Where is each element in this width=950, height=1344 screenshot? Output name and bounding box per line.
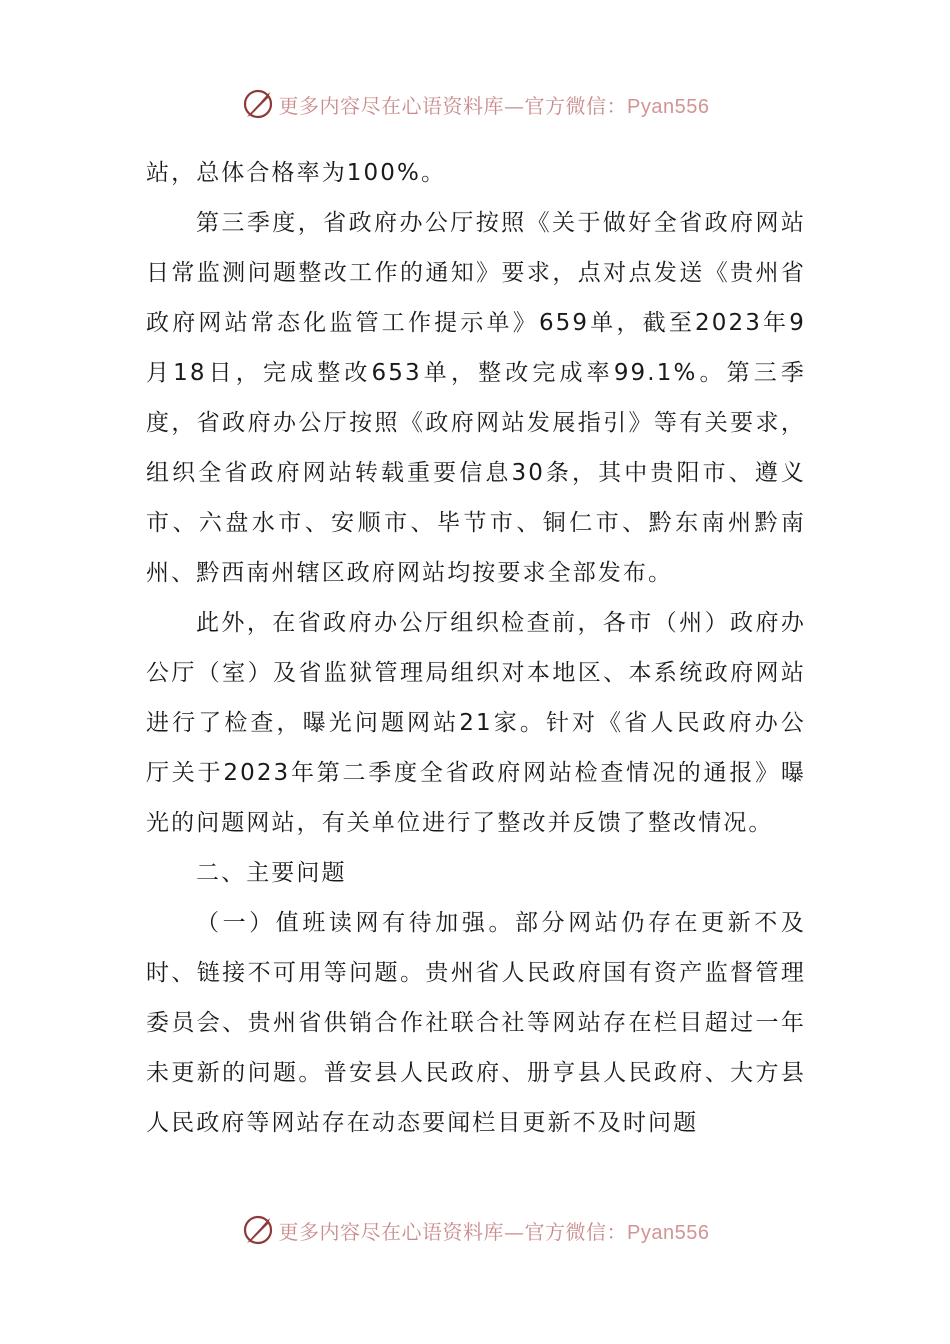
paragraph-third-quarter: 第三季度，省政府办公厅按照《关于做好全省政府网站日常监测问题整改工作的通知》要求，点对点发送《贵州省政府网站常态化监管工作提示单》659单，截至2023年9月18日，完成整改653单，整改完成率99.1%。第三季度，省政府办公厅按照《政府网站发展指引》等有关要求，组织全省政府网站转载重要信息30条，其中贵阳市、遵义市、六盘水市、安顺市、毕节市、铜仁市、黔东南州黔南州、黔西南州辖区政府网站均按要求全部发布。 [146,210,806,586]
quill-logo-icon [241,1213,275,1247]
watermark-text: 更多内容尽在心语资料库—官方微信：Pyan556 [278,93,710,118]
paragraph-problem-one: （一）值班读网有待加强。部分网站仍存在更新不及时、链接不可用等问题。贵州省人民政府国有资产监督管理委员会、贵州省供销合作社联合社等网站存在栏目超过一年未更新的问题。普安县人民政府、册亨县人民政府、大方县人民政府等网站存在动态要闻栏目更新不及时问题 [146,910,806,1136]
watermark-footer [0,1210,950,1250]
watermark-text: 更多内容尽在心语资料库—官方微信：Pyan556 [278,1219,710,1244]
quill-logo-icon [241,87,275,121]
document-body [146,148,806,1148]
section-heading-main-problems: 二、主要问题 [196,860,347,886]
watermark-header [0,84,950,124]
paragraph-additional-checks: 此外，在省政府办公厅组织检查前，各市（州）政府办公厅（室）及省监狱管理局组织对本地区、本系统政府网站进行了检查，曝光问题网站21家。针对《省人民政府办公厅关于2023年第二季度全省政府网站检查情况的通报》曝光的问题网站，有关单位进行了整改并反馈了整改情况。 [146,610,806,836]
paragraph-continuation: 站，总体合格率为100%。 [146,160,447,186]
